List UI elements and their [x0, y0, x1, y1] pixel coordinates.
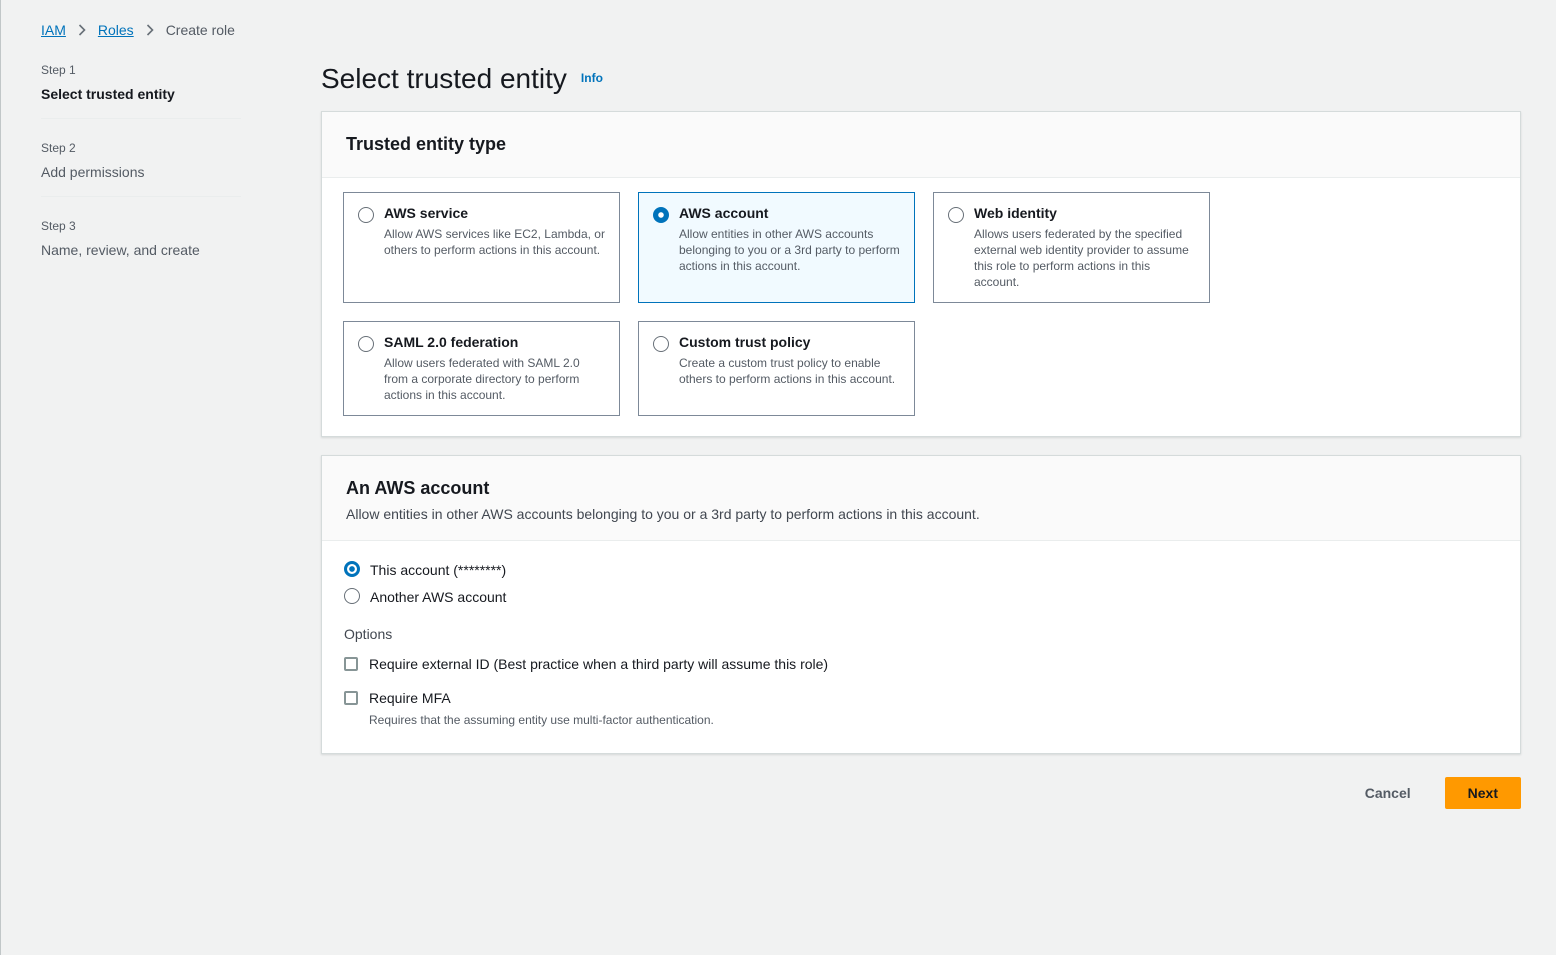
step-label: Name, review, and create	[41, 242, 200, 258]
page-layout	[1, 38, 1556, 809]
tile-saml-federation[interactable]	[343, 321, 620, 416]
card-header	[322, 456, 1520, 541]
tile-description: Allow entities in other AWS accounts belonging to you or a 3rd party to perform actions in this account.	[679, 227, 900, 273]
tile-title: AWS service	[384, 205, 469, 221]
breadcrumb-link-roles[interactable]: Roles	[97, 22, 134, 38]
radio-unchecked-icon[interactable]	[358, 207, 374, 223]
sidebar-step-2	[41, 141, 241, 180]
card-description: Allow entities in other AWS accounts belonging to you or a 3rd party to perform actions in this account.	[346, 506, 980, 522]
trusted-entity-type-card	[321, 111, 1521, 437]
step-number: Step 3	[41, 219, 76, 233]
options-heading: Options	[344, 626, 393, 642]
tile-description: Allow users federated with SAML 2.0 from a corporate directory to perform actions in this account.	[384, 356, 580, 402]
tile-title: AWS account	[679, 205, 769, 221]
tile-description: Allows users federated by the specified external web identity provider to assume this role to perform actions in this account.	[974, 227, 1189, 289]
entity-tiles-grid	[343, 192, 1500, 416]
checkbox-unchecked-icon[interactable]	[344, 657, 358, 671]
wizard-steps-sidebar	[41, 63, 241, 809]
tile-title: SAML 2.0 federation	[384, 334, 519, 350]
card-title: Trusted entity type	[346, 134, 507, 154]
tile-description: Create a custom trust policy to enable others to perform actions in this account.	[679, 356, 896, 386]
radio-label: Another AWS account	[370, 589, 507, 605]
tile-title: Custom trust policy	[679, 334, 811, 350]
breadcrumb-current: Create role	[165, 22, 235, 38]
an-aws-account-card	[321, 455, 1521, 754]
radio-unchecked-icon[interactable]	[653, 336, 669, 352]
radio-unchecked-icon[interactable]	[358, 336, 374, 352]
breadcrumb-link-iam[interactable]: IAM	[41, 22, 66, 38]
page-title-text: Select trusted entity	[321, 63, 567, 94]
tile-title: Web identity	[974, 205, 1057, 221]
radio-unchecked-icon[interactable]	[344, 588, 360, 604]
radio-checked-icon[interactable]	[344, 561, 360, 577]
radio-unchecked-icon[interactable]	[948, 207, 964, 223]
sidebar-step-3	[41, 219, 241, 258]
checkbox-description: Requires that the assuming entity use multi-factor authentication.	[369, 713, 714, 727]
card-header	[322, 112, 1520, 178]
radio-another-aws-account[interactable]	[344, 588, 1496, 606]
radio-checked-icon[interactable]	[653, 207, 669, 223]
step-label: Add permissions	[41, 164, 145, 180]
next-button[interactable]: Next	[1445, 777, 1521, 809]
checkbox-require-mfa[interactable]	[344, 690, 1496, 727]
sidebar-step-1	[41, 63, 241, 102]
tile-description: Allow AWS services like EC2, Lambda, or others to perform actions in this account.	[384, 227, 605, 257]
step-label: Select trusted entity	[41, 86, 175, 102]
step-number: Step 1	[41, 63, 76, 77]
card-body	[322, 178, 1520, 436]
radio-this-account[interactable]	[344, 561, 1496, 579]
page-title	[321, 63, 1521, 95]
checkbox-require-external-id[interactable]	[344, 656, 1496, 672]
main-content	[321, 63, 1521, 809]
tile-web-identity[interactable]	[933, 192, 1210, 303]
tile-custom-trust-policy[interactable]	[638, 321, 915, 416]
cancel-button[interactable]: Cancel	[1359, 784, 1417, 802]
breadcrumb	[1, 0, 1556, 38]
checkbox-label: Require external ID (Best practice when a third party will assume this role)	[369, 656, 829, 672]
step-number: Step 2	[41, 141, 76, 155]
card-title: An AWS account	[346, 478, 490, 498]
checkbox-label: Require MFA	[369, 690, 451, 706]
card-body	[322, 541, 1520, 753]
info-link[interactable]: Info	[580, 71, 603, 85]
chevron-right-icon	[78, 24, 86, 36]
radio-label: This account (********)	[370, 562, 507, 578]
step-divider	[41, 118, 241, 119]
checkbox-unchecked-icon[interactable]	[344, 691, 358, 705]
step-divider	[41, 196, 241, 197]
chevron-right-icon	[146, 24, 154, 36]
wizard-actions	[321, 777, 1521, 809]
tile-aws-service[interactable]	[343, 192, 620, 303]
tile-aws-account[interactable]	[638, 192, 915, 303]
